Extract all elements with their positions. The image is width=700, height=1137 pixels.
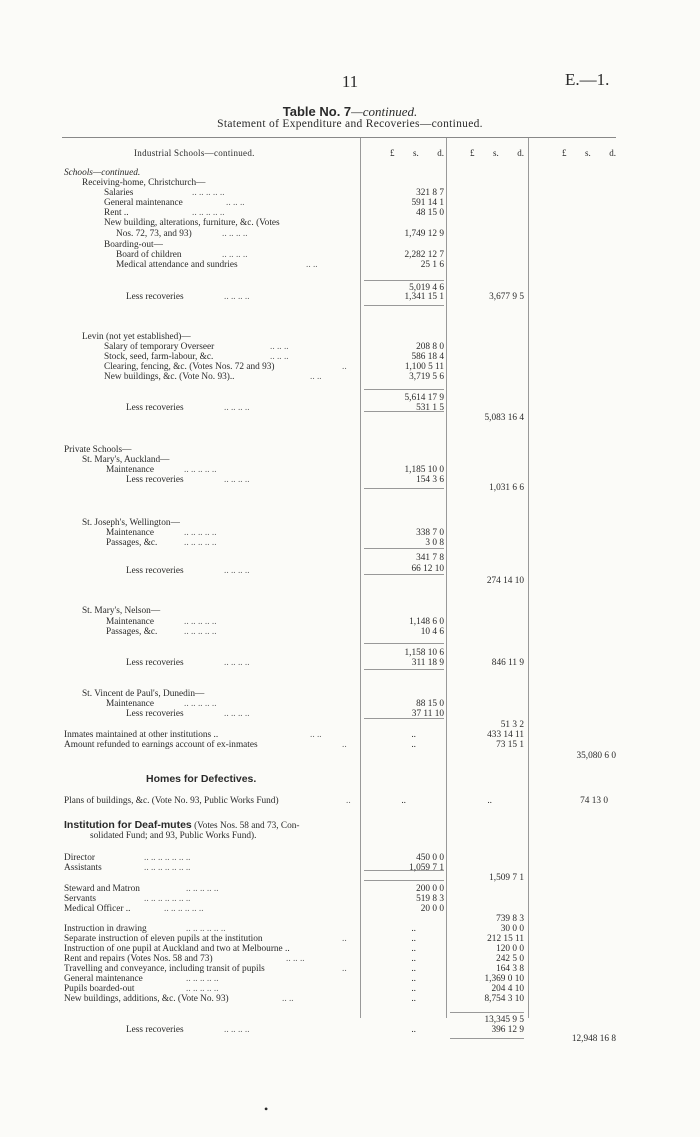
amount-cell: 3 0 8 <box>425 538 444 548</box>
amount-cell: 338 7 0 <box>416 528 444 538</box>
subtotal-rule <box>450 1012 524 1013</box>
amount-cell: .. <box>401 796 406 806</box>
row-label: General maintenance .. .. .. <box>104 198 245 208</box>
row-label: Maintenance .. .. .. .. .. <box>106 617 217 627</box>
subtotal-rule <box>364 574 444 575</box>
leader-dots: .. .. .. .. .. <box>186 884 219 894</box>
amount-cell: 396 12 9 <box>491 1025 524 1035</box>
leader-dots: .. .. .. .. <box>224 292 250 302</box>
leader-dots: .. .. .. .. <box>222 229 248 239</box>
row-label <box>64 820 300 831</box>
leader-dots: .. .. .. .. .. <box>184 538 217 548</box>
amount-cell: .. <box>411 944 416 954</box>
leader-dots: .. .. .. .. <box>224 1025 250 1035</box>
col1-header <box>390 148 444 158</box>
amount-cell: 1,059 7 1 <box>409 863 444 873</box>
row-label: Maintenance .. .. .. .. .. <box>106 699 217 709</box>
leader-dots: .. .. .. .. <box>224 566 250 576</box>
leader-dots: .. .. .. <box>286 954 305 964</box>
amount-cell: 13,345 9 5 <box>484 1015 524 1025</box>
amount-cell: 321 8 7 <box>416 188 444 198</box>
amount-cell: 450 0 0 <box>416 853 444 863</box>
row-label: Less recoveries .. .. .. .. <box>126 658 250 668</box>
amount-cell: 1,100 5 11 <box>404 362 444 372</box>
document-reference: E.—1. <box>565 70 610 89</box>
row-label: solidated Fund; and 93, Public Works Fund). <box>90 831 257 841</box>
amount-cell: 73 15 1 <box>496 740 524 750</box>
page-number: 11 <box>341 72 359 91</box>
leader-dots: .. .. .. <box>226 198 245 208</box>
row-label: Passages, &c. .. .. .. .. .. <box>106 627 217 637</box>
leader-dots: .. <box>342 964 347 974</box>
row-label: Servants .. .. .. .. .. .. .. <box>64 894 191 904</box>
amount-cell: 586 18 4 <box>411 352 444 362</box>
amount-cell: 48 15 0 <box>416 208 444 218</box>
row-label: New buildings, &c. (Vote No. 93).. .. .. <box>104 372 322 382</box>
amount-cell: 846 11 9 <box>491 658 524 668</box>
col2-shillings: s. <box>492 148 499 158</box>
subtotal-rule <box>364 669 444 670</box>
row-label: St. Joseph's, Wellington— <box>82 518 180 528</box>
leader-dots: .. .. .. .. .. .. .. <box>144 894 191 904</box>
statement-title: Statement of Expenditure and Recoveries—continued. <box>217 118 483 130</box>
leader-dots: .. .. .. .. .. <box>184 528 217 538</box>
leader-dots: .. .. .. .. .. <box>186 984 219 994</box>
row-label: Stock, seed, farm-labour, &c. .. .. .. <box>104 352 289 362</box>
row-label: St. Mary's, Auckland— <box>82 455 170 465</box>
row-label: New building, alterations, furniture, &c. (Votes <box>104 218 280 228</box>
amount-cell: 341 7 8 <box>416 553 444 563</box>
row-label: Maintenance .. .. .. .. .. <box>106 465 217 475</box>
amount-cell: 519 8 3 <box>416 894 444 904</box>
row-label: Medical attendance and sundries .. .. <box>116 260 318 270</box>
amount-cell: 433 14 11 <box>487 730 524 740</box>
amount-cell: 3,677 9 5 <box>489 292 524 302</box>
col1-pence: d. <box>437 148 444 158</box>
institution-note: (Votes Nos. 58 and 73, Con- <box>194 821 300 831</box>
section-heading: Industrial Schools—continued. <box>134 148 255 158</box>
amount-cell: 1,341 15 1 <box>404 292 444 302</box>
amount-cell: 204 4 10 <box>491 984 524 994</box>
leader-dots: .. .. .. .. <box>224 403 250 413</box>
amount-cell: 5,614 17 9 <box>404 393 444 403</box>
amount-cell: .. <box>411 730 416 740</box>
row-label: Plans of buildings, &c. (Vote No. 93, Public Works Fund) .. <box>64 796 351 806</box>
amount-cell: .. <box>411 974 416 984</box>
amount-cell: .. <box>487 796 492 806</box>
col3-shillings: s. <box>584 148 591 158</box>
leader-dots: .. .. .. .. <box>224 709 250 719</box>
amount-cell: 120 0 0 <box>496 944 524 954</box>
col3-pence: d. <box>609 148 616 158</box>
row-label: Amount refunded to earnings account of ex-inmates .. <box>64 740 347 750</box>
leader-dots: .. .. .. .. .. <box>192 188 225 198</box>
row-label: Clearing, fencing, &c. (Votes Nos. 72 and 93) .. <box>104 362 347 372</box>
amount-cell: 591 14 1 <box>411 198 444 208</box>
row-label: Travelling and conveyance, including transit of pupils .. <box>64 964 347 974</box>
amount-cell: 1,148 6 0 <box>409 617 444 627</box>
row-label: Less recoveries .. .. .. .. <box>126 292 250 302</box>
amount-cell: .. <box>411 954 416 964</box>
row-label: Board of children .. .. .. .. <box>116 250 248 260</box>
leader-dots: .. .. .. .. <box>222 250 248 260</box>
amount-cell: 30 0 0 <box>500 924 524 934</box>
amount-cell: 311 18 9 <box>411 658 444 668</box>
row-label: Inmates maintained at other institutions .. .. .. <box>64 730 322 740</box>
column-divider-3 <box>528 138 529 1018</box>
row-label: Less recoveries .. .. .. .. <box>126 566 250 576</box>
table-title-text: Table No. 7 <box>282 104 352 119</box>
leader-dots: .. .. .. .. .. <box>184 465 217 475</box>
leader-dots: .. .. .. .. .. .. .. <box>144 853 191 863</box>
amount-cell: 1,509 7 1 <box>489 873 524 883</box>
amount-cell: 1,369 0 10 <box>484 974 524 984</box>
row-label: St. Vincent de Paul's, Dunedin— <box>82 689 205 699</box>
row-label: Less recoveries .. .. .. .. <box>126 709 250 719</box>
amount-cell: 531 1 5 <box>416 403 444 413</box>
amount-cell: 1,749 12 9 <box>404 229 444 239</box>
amount-cell: 12,948 16 8 <box>571 1034 616 1044</box>
amount-cell: .. <box>411 994 416 1004</box>
row-label: Salary of temporary Overseer .. .. .. <box>104 342 289 352</box>
row-label: Boarding-out— <box>104 240 163 250</box>
leader-dots: .. .. .. .. .. .. .. <box>144 863 191 873</box>
amount-cell: 2,282 12 7 <box>404 250 444 260</box>
leader-dots: .. .. .. .. .. <box>192 208 225 218</box>
amount-cell: .. <box>411 934 416 944</box>
row-label: Private Schools— <box>64 445 132 455</box>
leader-dots: .. <box>342 934 347 944</box>
amount-cell: 74 13 0 <box>580 796 608 806</box>
row-label: Schools—continued. <box>64 168 141 178</box>
table-title-suffix: —continued. <box>351 104 418 119</box>
row-label: Rent and repairs (Votes Nos. 58 and 73) .. .. .. <box>64 954 305 964</box>
row-label: Instruction of one pupil at Auckland and two at Melbourne .. <box>64 944 290 954</box>
leader-dots: .. .. .. .. <box>224 658 250 668</box>
leader-dots: .. .. .. .. .. .. <box>164 904 204 914</box>
row-label: Pupils boarded-out .. .. .. .. .. <box>64 984 219 994</box>
amount-cell: 10 4 6 <box>420 627 444 637</box>
amount-cell: 88 15 0 <box>416 699 444 709</box>
col1-pounds: £ <box>390 148 395 158</box>
amount-cell: 1,031 6 6 <box>489 483 524 493</box>
leader-dots: .. .. <box>310 730 322 740</box>
amount-cell: .. <box>411 1025 416 1035</box>
amount-cell: .. <box>411 740 416 750</box>
row-label: St. Mary's, Nelson— <box>82 606 161 616</box>
amount-cell: 1,158 10 6 <box>404 648 444 658</box>
row-label: Instruction in drawing .. .. .. .. .. .. <box>64 924 226 934</box>
subtotal-rule <box>364 488 444 489</box>
leader-dots: .. <box>342 362 347 372</box>
column-divider-2 <box>446 138 447 1018</box>
amount-cell: 5,083 16 4 <box>484 413 524 423</box>
row-label: Receiving-home, Christchurch— <box>82 178 206 188</box>
leader-dots: .. <box>346 796 351 806</box>
amount-cell: 274 14 10 <box>486 576 524 586</box>
leader-dots: .. .. .. <box>270 352 289 362</box>
amount-cell: .. <box>411 964 416 974</box>
amount-cell: 37 11 10 <box>411 709 444 719</box>
subtotal-rule <box>364 305 444 306</box>
row-label: General maintenance .. .. .. .. .. <box>64 974 219 984</box>
row-label: Less recoveries .. .. .. .. <box>126 475 250 485</box>
row-label: Nos. 72, 73, and 93) .. .. .. .. <box>116 229 248 239</box>
row-label: Rent .. .. .. .. .. .. <box>104 208 225 218</box>
leader-dots: .. .. .. .. .. <box>184 699 217 709</box>
row-label: Salaries .. .. .. .. .. <box>104 188 225 198</box>
leader-dots: .. .. <box>282 994 294 1004</box>
row-label: Separate instruction of eleven pupils at the institution .. <box>64 934 347 944</box>
leader-dots: .. .. .. .. .. .. <box>186 924 226 934</box>
amount-cell: 51 3 2 <box>500 720 524 730</box>
amount-cell: 8,754 3 10 <box>484 994 524 1004</box>
column-divider-1 <box>360 138 361 1018</box>
leader-dots: .. .. .. .. .. <box>184 627 217 637</box>
subtotal-rule <box>364 548 444 549</box>
institution-title: Institution for Deaf-mutes <box>64 819 192 831</box>
amount-cell: 212 15 11 <box>487 934 524 944</box>
row-label: Passages, &c. .. .. .. .. .. <box>106 538 217 548</box>
col3-header <box>562 148 616 158</box>
leader-dots: .. .. <box>310 372 322 382</box>
subtotal-rule <box>450 1038 524 1039</box>
subtotal-rule <box>364 880 444 881</box>
leader-dots: .. .. .. <box>270 342 289 352</box>
amount-cell: 20 0 0 <box>420 904 444 914</box>
row-label: New buildings, additions, &c. (Vote No. 93) .. .. <box>64 994 294 1004</box>
amount-cell: 5,019 4 6 <box>409 283 444 293</box>
amount-cell: 35,080 6 0 <box>576 751 616 761</box>
leader-dots: .. .. .. .. .. <box>186 974 219 984</box>
amount-cell: 164 3 8 <box>496 964 524 974</box>
leader-dots: .. .. .. .. .. <box>184 617 217 627</box>
amount-cell: 739 8 3 <box>496 914 524 924</box>
col2-pence: d. <box>517 148 524 158</box>
col2-header <box>470 148 524 158</box>
printer-mark: • <box>264 1102 269 1116</box>
subtotal-rule <box>364 280 444 281</box>
leader-dots: .. .. <box>306 260 318 270</box>
amount-cell: 3,719 5 6 <box>409 372 444 382</box>
row-label: Medical Officer .. .. .. .. .. .. .. <box>64 904 204 914</box>
amount-cell: 25 1 6 <box>420 260 444 270</box>
amount-cell: .. <box>411 984 416 994</box>
amount-cell: .. <box>411 924 416 934</box>
section-title: Homes for Defectives. <box>146 773 257 785</box>
amount-cell: 154 3 6 <box>416 475 444 485</box>
col3-pounds: £ <box>562 148 567 158</box>
row-label: Director .. .. .. .. .. .. .. <box>64 853 191 863</box>
leader-dots: .. .. .. .. <box>224 475 250 485</box>
subtotal-rule <box>364 389 444 390</box>
amount-cell: 200 0 0 <box>416 884 444 894</box>
amount-cell: 66 12 10 <box>411 564 444 574</box>
row-label: Less recoveries .. .. .. .. <box>126 403 250 413</box>
amount-cell: 242 5 0 <box>496 954 524 964</box>
row-label: Less recoveries .. .. .. .. <box>126 1025 250 1035</box>
subtotal-rule <box>364 643 444 644</box>
col2-pounds: £ <box>470 148 475 158</box>
row-label: Maintenance .. .. .. .. .. <box>106 528 217 538</box>
row-label: Levin (not yet established)— <box>82 332 191 342</box>
col1-shillings: s. <box>412 148 419 158</box>
row-label: Steward and Matron .. .. .. .. .. <box>64 884 219 894</box>
amount-cell: 208 8 0 <box>416 342 444 352</box>
row-label: Assistants .. .. .. .. .. .. .. <box>64 863 191 873</box>
top-rule <box>62 137 616 138</box>
amount-cell: 1,185 10 0 <box>404 465 444 475</box>
leader-dots: .. <box>342 740 347 750</box>
